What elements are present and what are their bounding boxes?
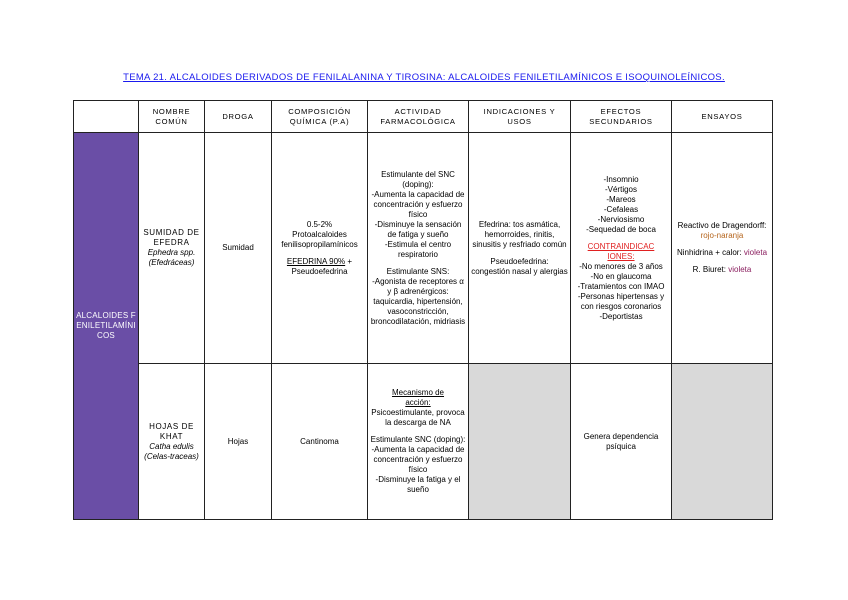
header-efectos: EFECTOS SECUNDARIOS (571, 101, 672, 133)
header-droga: DROGA (205, 101, 272, 133)
act-line: Estimulante SNS: (386, 266, 450, 276)
ensayos-cell (672, 133, 773, 364)
act-mecanismo: Mecanismo de acción: (391, 388, 445, 407)
ef-line: -Mareos (606, 194, 636, 204)
ef-line: -Insomnio (603, 174, 639, 184)
indicaciones-empty-cell (469, 364, 571, 520)
ef-line: -Sequedad de boca (586, 224, 656, 234)
efectos-cell (571, 133, 672, 364)
ensayo-result: rojo-naranja (700, 231, 744, 240)
act-line: -Aumenta la capacidad de concentración y esfuerzo físico (371, 189, 465, 219)
nombre-familia: (Efedráceas) (148, 258, 195, 267)
act-line: Estimulante del SNC (doping): (381, 169, 455, 189)
nombre-familia: (Celas-traceas) (144, 451, 199, 461)
nombre-text: HOJAS DE KHAT (149, 421, 194, 441)
nombre-cell (139, 133, 205, 364)
ef-line: -Vértigos (604, 184, 637, 194)
ef-line: -No en glaucoma (590, 271, 652, 281)
actividad-cell (368, 133, 469, 364)
act-line: -Agonista de receptores α y β adrenérgicos: taquicardia, hipertensión, vasoconstricción, broncodilatación, midriasis (370, 276, 466, 326)
comp-line: 0.5-2% (306, 219, 333, 229)
header-composicion: COMPOSICIÓN QUÍMICA (P.A) (272, 101, 368, 133)
indicaciones-cell (469, 133, 571, 364)
ef-line: -Nerviosismo (597, 214, 645, 224)
ensayo-result: violeta (743, 248, 768, 257)
ef-line: -Cefaleas (603, 204, 639, 214)
header-ensayos: ENSAYOS (672, 101, 773, 133)
header-actividad: ACTIVIDAD FARMACOLÓGICA (368, 101, 469, 133)
ensayo-label: Reactivo de Dragendorff: (677, 221, 767, 230)
nombre-latin: Catha edulis (149, 441, 194, 451)
ensayo-label: R. Biuret: (692, 265, 726, 274)
ef-line: -No menores de 3 años (579, 261, 663, 271)
ef-line: -Tratamientos con IMAO (577, 281, 665, 291)
act-line: Estimulante SNC (doping): (370, 435, 466, 444)
header-indicaciones: INDICACIONES Y USOS (469, 101, 571, 133)
ind-line: Efedrina: tos asmática, hemorroides, rinitis, sinusitis y resfriado común (472, 219, 567, 249)
comp-line: Protoalcaloides fenilisopropilamínicos (281, 229, 358, 249)
ef-line: -Personas hipertensas y con riesgos coronarios (577, 291, 665, 311)
category-cell (74, 133, 139, 520)
efectos-cell: Genera dependencia psíquica (571, 364, 672, 520)
comp-line: + Pseudoefedrina (291, 256, 353, 276)
table-row (74, 133, 773, 364)
contraindicaciones-label: CONTRAINDICACIONES: (587, 241, 655, 261)
nombre-text: SUMIDAD DE EFEDRA (143, 228, 200, 247)
ensayo-result: violeta (728, 265, 752, 274)
nombre-latin: Ephedra spp. (147, 248, 196, 257)
composicion-cell (272, 133, 368, 364)
act-line: Psicoestimulante, provoca la descarga de NA (371, 408, 465, 427)
droga-cell: Hojas (205, 364, 272, 520)
droga-cell: Sumidad (205, 133, 272, 364)
comp-efedrina: EFEDRINA 90% (286, 256, 346, 266)
ef-line: -Deportistas (599, 311, 643, 321)
header-nombre: NOMBRE COMÚN (139, 101, 205, 133)
alkaloids-table (73, 100, 773, 520)
ind-line: Pseudoefedrina: congestión nasal y alergias (471, 256, 568, 276)
category-label: ALCALOIDES FENILETILAMÍNICOS (76, 311, 136, 340)
ensayo-label: Ninhidrina + calor: (676, 248, 742, 257)
act-line: -Aumenta la capacidad de concentración y esfuerzo físico (371, 445, 465, 474)
header-row (74, 101, 773, 133)
act-line: -Disminuye la sensación de fatiga y sueño (374, 219, 462, 239)
header-empty (74, 101, 139, 133)
act-line: -Disminuye la fatiga y el sueño (375, 475, 461, 494)
ensayos-empty-cell (672, 364, 773, 520)
nombre-cell (139, 364, 205, 520)
act-line: -Estimula el centro respiratorio (384, 239, 452, 259)
page-title: TEMA 21. ALCALOIDES DERIVADOS DE FENILALANINA Y TIROSINA: ALCALOIDES FENILETILAMÍNICOS E ISOQUINOLEÍNICOS. (123, 72, 725, 83)
table-row (74, 364, 773, 520)
composicion-cell: Cantinoma (272, 364, 368, 520)
actividad-cell (368, 364, 469, 520)
